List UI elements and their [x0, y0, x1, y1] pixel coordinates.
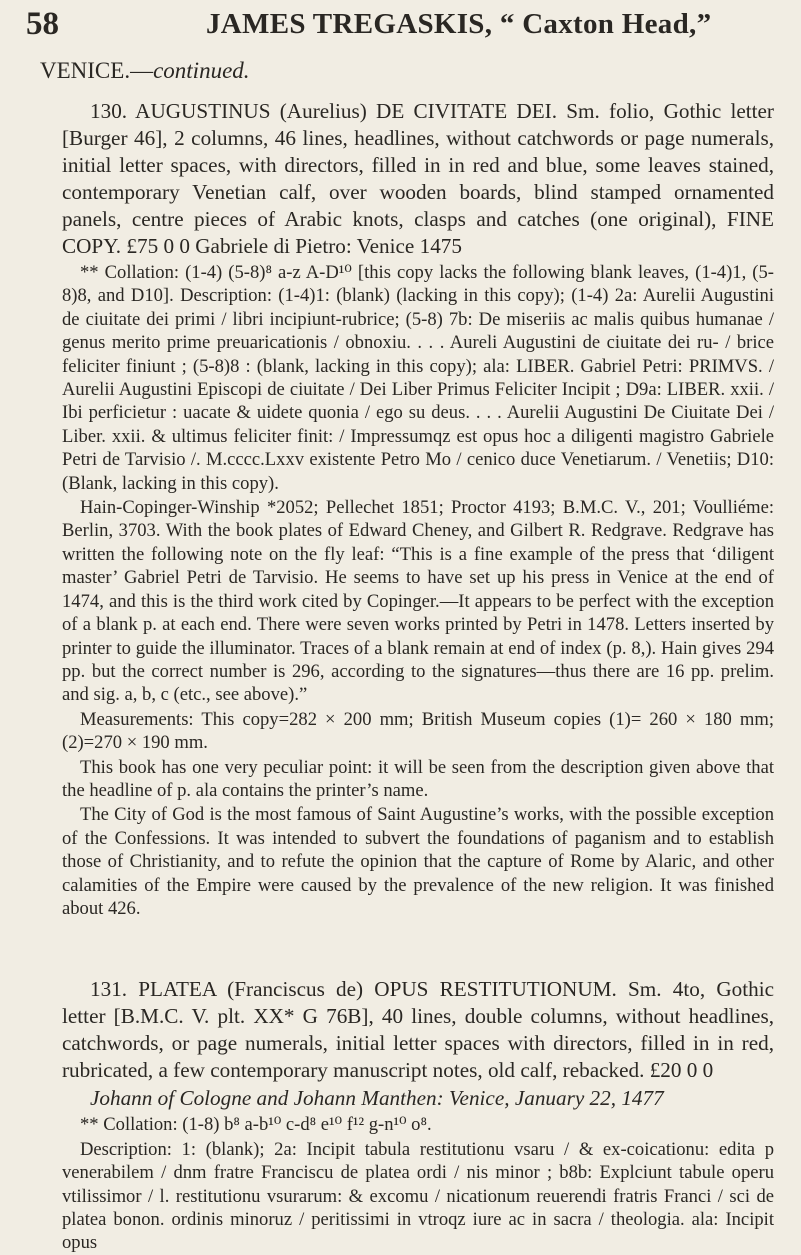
entry-131-imprint — [62, 1085, 774, 1112]
catalogue-body — [62, 98, 774, 1255]
entry-130-measurements: Measurements: This copy=282 × 200 mm; British Museum copies (1)= 260 × 180 mm; (2)=270 × 190 mm. — [62, 708, 774, 754]
entry-130-city-note: The City of God is the most famous of Saint Augustine’s works, with the possible exception of the Confessions. It was intended to subvert the foundations of paganism and to establish those of Christianity, and to refute the opinion that the capture of Rome by Alaric, and other calamities of the Empire were caused by the prevalence of the new religion. It was finished about 426. — [62, 804, 774, 919]
entry-130-references: Hain-Copinger-Winship *2052; Pellechet 1851; Proctor 4193; B.M.C. V., 201; Voulliéme: Berlin, 3703. With the book plates of Edward Cheney, and Gilbert R. Redgrave. Redgrave has written the following note on the fly leaf: “This is a fine example of the press that ‘diligent master’ Gabriel Petri de Tarvisio. He seems to have set up his press in Venice at the end of 1474, and this is the third work cited by Copinger.—It appears to be perfect with the exception of a blank p. at each end. There were seven works printed by Petri in 1478. Letters inserted by printer to guide the illuminator. Traces of a blank remain at end of index (p. 8,). Hain gives 294 pp. but the correct number is 296, according to the signatures—thus there are 16 pp. prelim. and sig. a, b, c (etc., see above).” — [62, 497, 774, 706]
section-continued: continued. — [153, 58, 250, 83]
section-heading — [40, 58, 250, 84]
section-title: VENICE.— — [40, 58, 154, 83]
entry-131-title-paragraph: 131. PLATEA (Franciscus de) OPUS RESTITUTIONUM. Sm. 4to, Gothic letter [B.M.C. V. plt. XX* G 76B], 40 lines, double columns, without headlines, catchwords, or page numerals, initial letter spaces with directors, filled in in red, rubricated, a few contemporary manuscript notes, old calf, rebacked. £20 0 0 — [62, 977, 774, 1083]
entry-130-title-paragraph: 130. AUGUSTINUS (Aurelius) DE CIVITATE DEI. Sm. folio, Gothic letter [Burger 46], 2 columns, 46 lines, headlines, without catchwords or page numerals, initial letter spaces, with directors, filled in in red and blue, some leaves stained, contemporary Venetian calf, over wooden boards, blind stamped ornamented panels, centre pieces of Arabic knots, clasps and catches (one original), FINE COPY. £75 0 0 Gabriele di Pietro: Venice 1475 — [62, 99, 774, 258]
running-header — [0, 4, 801, 48]
entry-130 — [62, 98, 774, 920]
running-title: JAMES TREGASKIS, “ Caxton Head,” — [206, 8, 712, 40]
entry-131-description: Description: 1: (blank); 2a: Incipit tabula restitutionu vsaru / & ex-coicationu: edita p venerabilem / dnm fratre Franciscu de platea ordi / nis minor ; b8b: Explciunt tabule operu vtilissimor / l. restitutionu vsurarum: & excomu / nicationum reuerendi fratris Franci / sci de platea bonon. ordinis minoruz / peritissimi in vtroqz iure ac in sacra / theologia. ala: Incipit opus — [62, 1138, 774, 1254]
entry-131-imprint-text: Johann of Cologne and Johann Manthen: Venice, January 22, 1477 — [90, 1086, 664, 1111]
entry-130-collation: ** Collation: (1-4) (5-8)⁸ a-z A-D¹⁰ [this copy lacks the following blank leaves, (1-4)1, (5-8)8, and D10]. Description: (1-4)1: (blank) (lacking in this copy); (1-4) 2a: Aurelii Augustini de ciuitate dei primi / libri incipiunt-rubrice; (5-8) 7b: De miseriis ac malis quibus humanae / genus merito prime preuaricationis / obnoxiu. . . . Aureli Augustini de ciuitate dei ru- / brice feliciter finiunt ; (5-8)8 : (blank, lacking in this copy); ala: LIBER. Gabriel Petri: PRIMVS. / Aurelii Augustini Episcopi de ciuitate / Dei Liber Primus Feliciter Incipit ; D9a: LIBER. xxii. / Ibi perficietur : uacate & uidete quonia / ego su deus. . . . Aurelii Augustini De Ciuitate Dei / Liber. xxii. & ultimus feliciter finit: / Impressumqz est opus hoc a diligenti magistro Gabriele Petri de Tarvisio /. M.cccc.Lxxv existente Petro Mo / cenico duce Venetiarum. / Venetiis; D10: (Blank, lacking in this copy). — [62, 262, 774, 494]
page-number: 58 — [26, 6, 59, 42]
entry-130-note: This book has one very peculiar point: it will be seen from the description given above that the headline of p. ala contains the printer’s name. — [62, 756, 774, 801]
entry-131-collation: ** Collation: (1-8) b⁸ a-b¹⁰ c-d⁸ e¹⁰ f¹² g-n¹⁰ o⁸. — [80, 1114, 432, 1136]
entry-131 — [62, 976, 774, 1254]
